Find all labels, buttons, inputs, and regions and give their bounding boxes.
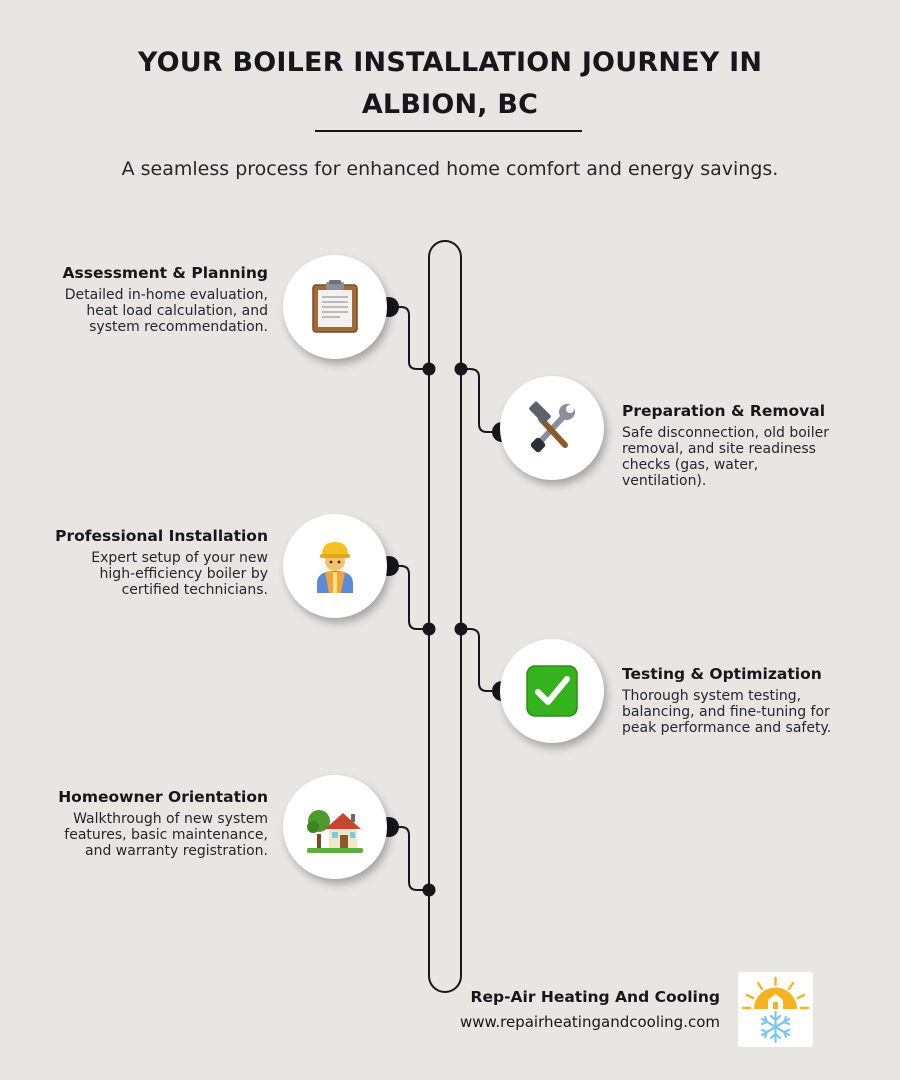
worker-icon [313, 539, 357, 593]
step-1-icon-circle [283, 255, 387, 359]
sun-snowflake-logo-icon [738, 972, 813, 1047]
check-mark-icon [526, 665, 578, 717]
hammer-wrench-icon [525, 401, 579, 455]
brand-block [460, 987, 720, 1032]
connector-step-3 [389, 566, 429, 629]
step-2-title: Preparation & Removal [622, 402, 826, 420]
connector-dot-step-1-track [423, 363, 436, 376]
step-5 [53, 789, 268, 859]
step-3-icon-circle [283, 514, 387, 618]
step-1-title: Assessment & Planning [62, 264, 268, 282]
connector-step-2 [461, 369, 502, 432]
connector-dot-step-3-track [423, 623, 436, 636]
step-2-icon-circle [500, 376, 604, 480]
title-line-1: YOUR BOILER INSTALLATION JOURNEY IN [137, 47, 763, 78]
company-url[interactable]: www.repairheatingandcooling.com [459, 1013, 720, 1031]
connector-dot-step-2-track [455, 363, 468, 376]
title-line-2: ALBION, BC [361, 89, 539, 120]
step-4-description: Thorough system testing, balancing, and fine-tuning for peak performance and safety. [622, 688, 832, 736]
company-name: Rep-Air Heating And Cooling [470, 988, 720, 1006]
step-5-icon-circle [283, 775, 387, 879]
page-subtitle: A seamless process for enhanced home comfort and energy savings. [121, 158, 779, 180]
connector-dot-step-5-track [423, 884, 436, 897]
step-2 [622, 403, 837, 489]
step-4-title: Testing & Optimization [622, 665, 822, 683]
timeline-track [429, 241, 461, 992]
step-3 [53, 528, 268, 598]
step-3-title: Professional Installation [55, 527, 268, 545]
step-5-description: Walkthrough of new system features, basic maintenance, and warranty registration. [64, 811, 268, 859]
clipboard-icon [310, 280, 360, 334]
step-5-title: Homeowner Orientation [58, 788, 268, 806]
step-1-description: Detailed in-home evaluation, heat load calculation, and system recommendation. [64, 287, 268, 335]
connector-step-4 [461, 629, 502, 691]
company-logo [738, 972, 813, 1047]
connector-dot-step-4-track [455, 623, 468, 636]
step-3-description: Expert setup of your new high-efficiency boiler by certified technicians. [91, 550, 268, 598]
connector-step-1 [389, 307, 429, 369]
step-2-description: Safe disconnection, old boiler removal, and site readiness checks (gas, water, ventilation). [622, 425, 829, 489]
step-1 [53, 265, 268, 335]
step-4-icon-circle [500, 639, 604, 743]
connector-step-5 [389, 827, 429, 890]
house-with-garden-icon [307, 801, 363, 853]
step-4 [622, 666, 837, 736]
